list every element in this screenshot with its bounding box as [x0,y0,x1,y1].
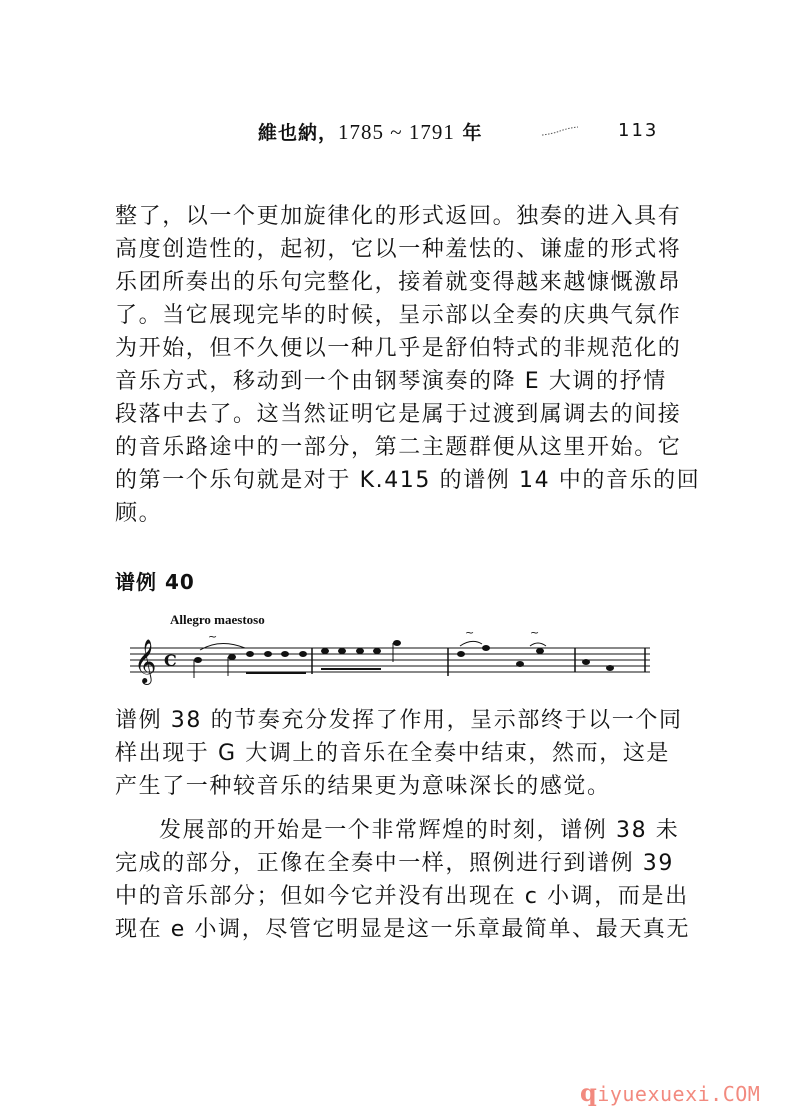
text-line: 的音乐路途中的一部分，第二主题群便从这里开始。它 [115,435,682,460]
text-line: 中的音乐部分；但如今它并没有出现在 c 小调，而是出 [115,884,689,909]
text-line: 为开始，但不久便以一种几乎是舒伯特式的非规范化的 [115,336,682,361]
text-line: 音乐方式，移动到一个由钢琴演奏的降 E 大调的抒情 [115,369,667,394]
svg-text:~: ~ [530,626,540,639]
text-line: 发展部的开始是一个非常辉煌的时刻，谱例 38 未 [159,818,680,843]
running-title-city: 維也納， [258,122,339,144]
music-score [120,612,680,692]
running-title [258,118,483,145]
svg-text:C: C [164,651,177,670]
text-line: 样出现于 G 大调上的音乐在全奏中结束，然而，这是 [115,741,671,766]
text-line: 顾。 [115,501,163,526]
music-example-label: 谱例 40 [115,570,195,594]
text-line: 段落中去了。这当然证明它是属于过渡到属调去的间接 [115,402,682,427]
watermark-text: iyuexuexi.COM [597,1082,761,1106]
text-line: 高度创造性的，起初，它以一种羞怯的、谦虚的形式将 [115,237,682,262]
text-line: 乐团所奏出的乐句完整化，接着就变得越来越慷慨激昂 [115,270,682,295]
watermark-q: q [580,1078,598,1107]
text-line: 谱例 38 的节奏充分发挥了作用，呈示部终于以一个同 [115,708,683,733]
tempo-marking: Allegro maestoso [170,612,265,627]
page-header [0,118,794,148]
text-line: 整了，以一个更加旋律化的形式返回。独奏的进入具有 [115,204,682,229]
running-title-years: 1785 ~ 1791 [338,120,455,144]
text-line: 产生了一种较音乐的结果更为意味深长的感觉。 [115,774,611,799]
paragraph-3 [115,814,691,946]
text-line: 了。当它展现完毕的时候，呈示部以全奏的庆典气氛作 [115,303,682,328]
watermark [580,1078,760,1107]
ornament-icon [540,126,580,136]
running-title-suffix: 年 [454,122,483,144]
paragraph-1 [115,200,701,530]
text-line: 现在 e 小调，尽管它明显是这一乐章最简单、最天真无 [115,917,691,942]
svg-text:~: ~ [208,630,218,643]
text-line: 完成的部分，正像在全奏中一样，照例进行到谱例 39 [115,851,674,876]
svg-text:𝄞: 𝄞 [134,639,157,683]
page-number: 113 [618,120,659,141]
text-line: 的第一个乐句就是对于 K.415 的谱例 14 中的音乐的回 [115,468,701,493]
paragraph-2 [115,704,685,803]
svg-text:~: ~ [465,626,475,639]
